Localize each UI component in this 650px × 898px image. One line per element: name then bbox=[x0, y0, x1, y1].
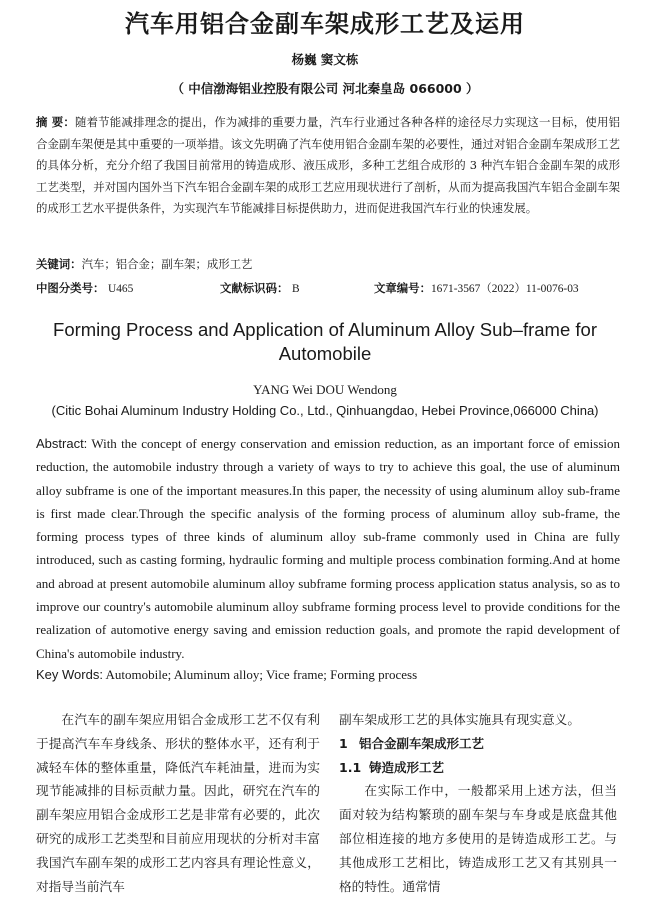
chinese-keywords-label: 关键词： bbox=[36, 257, 82, 271]
english-keywords bbox=[36, 667, 620, 683]
body-right-column bbox=[339, 708, 617, 898]
chinese-keywords bbox=[36, 256, 620, 272]
chinese-abstract-text: 随着节能减排理念的提出，作为减排的重要力量，汽车行业通过各种各样的途径尽力实现这一目标，使用铝合金副车架便是其中重要的一项举措。该文先明确了汽车使用铝合金副车架的必要性，通过对铝合金副车架成形工艺的具体分析，充分介绍了我国目前常用的铸造成形、液压成形，多种工艺组合成形的 3 种汽车铝合金副车架的成形工艺类型，并对国内国外当下汽车铝合金副车架的成形工艺应用现状进行了剖析，从而为提高我国汽车铝合金副车架的成形工艺水平提供条件，为实现汽车节能减排目标提供助力，进而促进我国汽车行业的快速发展。 bbox=[36, 115, 620, 215]
body-continuation-paragraph: 副车架成形工艺的具体实施具有现实意义。 bbox=[339, 712, 581, 727]
chinese-abstract bbox=[36, 112, 620, 220]
english-abstract-text: With the concept of energy conservation and emission reduction, as an important force of emission reduction, the automobile industry through a variety of ways to try to achieve this goal, the use of aluminum alloy subframe is one of the important measures.In this paper, the necessity of using aluminum alloy sub-frame is first made clear.Through the specific analysis of the forming process of aluminum alloy sub-frame, the forming process types of three kinds of aluminum alloy sub-frame commonly used in China are fully introduced, such as casting forming, hydraulic forming and multiple process combination forming.And at home and abroad at present automobile aluminum alloy subframe forming process application status analysis, so as to improve our country's automobile aluminum alloy subframe forming process level to provide conditions for the realization of automotive energy saving and emission reduction goals, and promote the rapid development of China's automobile industry. bbox=[36, 436, 620, 661]
english-abstract bbox=[36, 432, 620, 665]
clc-value: U465 bbox=[107, 283, 134, 295]
section-1-1-title: 铸造成形工艺 bbox=[369, 759, 445, 775]
article-number-value: 1671-3567（2022）11-0076-03 bbox=[430, 283, 579, 295]
chinese-authors: 杨巍 窦文栋 bbox=[291, 52, 359, 67]
english-authors: YANG Wei DOU Wendong bbox=[253, 382, 397, 397]
chinese-affiliation: （ 中信渤海铝业控股有限公司 河北秦皇岛 066000 ） bbox=[171, 81, 479, 96]
clc-label: 中图分类号： bbox=[36, 281, 105, 295]
section-1-number: 1 bbox=[339, 735, 348, 751]
article-number-label: 文章编号： bbox=[374, 281, 431, 295]
doc-code-value: B bbox=[291, 283, 300, 295]
clc-field bbox=[36, 280, 133, 296]
english-affiliation: (Citic Bohai Aluminum Industry Holding Co., Ltd., Qinhuangdao, Hebei Province,066000 China) bbox=[51, 403, 599, 418]
section-1-1-paragraph: 在实际工作中，一般都采用上述方法，但当面对较为结构繁琐的副车架与车身或是底盘其他部位相连接的地方多使用的是铸造成形工艺。与其他成形工艺相比，铸造成形工艺又有其别具一格的特性。通常情 bbox=[339, 783, 617, 894]
section-1-1-heading bbox=[339, 756, 617, 780]
english-keywords-text: Automobile; Aluminum alloy; Vice frame; Forming process bbox=[102, 667, 418, 682]
body-left-column: 在汽车的副车架应用铝合金成形工艺不仅有利于提高汽车车身线条、形状的整体水平，还有利于减轻车体的整体重量，降低汽车耗油量，进而为实现节能减排的目标贡献力量。因此，研究在汽车的副车架应用铝合金成形工艺是非常有必要的，此次研究的成形工艺类型和目前应用现状的分析对丰富我国汽车副车架的成形工艺内容具有理论性意义，对指导当前汽车 bbox=[36, 712, 320, 894]
section-1-title: 铝合金副车架成形工艺 bbox=[359, 735, 485, 751]
article-number-field bbox=[374, 280, 579, 296]
english-title: Forming Process and Application of Aluminum Alloy Sub–frame for Automobile bbox=[53, 319, 597, 364]
doc-code-field bbox=[220, 280, 300, 296]
chinese-title: 汽车用铝合金副车架成形工艺及运用 bbox=[125, 10, 525, 38]
doc-code-label: 文献标识码： bbox=[220, 281, 289, 295]
chinese-abstract-label: 摘 要： bbox=[36, 115, 75, 129]
section-1-heading bbox=[339, 732, 617, 756]
english-abstract-label: Abstract: bbox=[36, 436, 88, 451]
chinese-keywords-text: 汽车；铝合金；副车架；成形工艺 bbox=[81, 257, 253, 271]
section-1-1-number: 1.1 bbox=[339, 759, 362, 775]
english-keywords-label: Key Words: bbox=[36, 667, 103, 682]
